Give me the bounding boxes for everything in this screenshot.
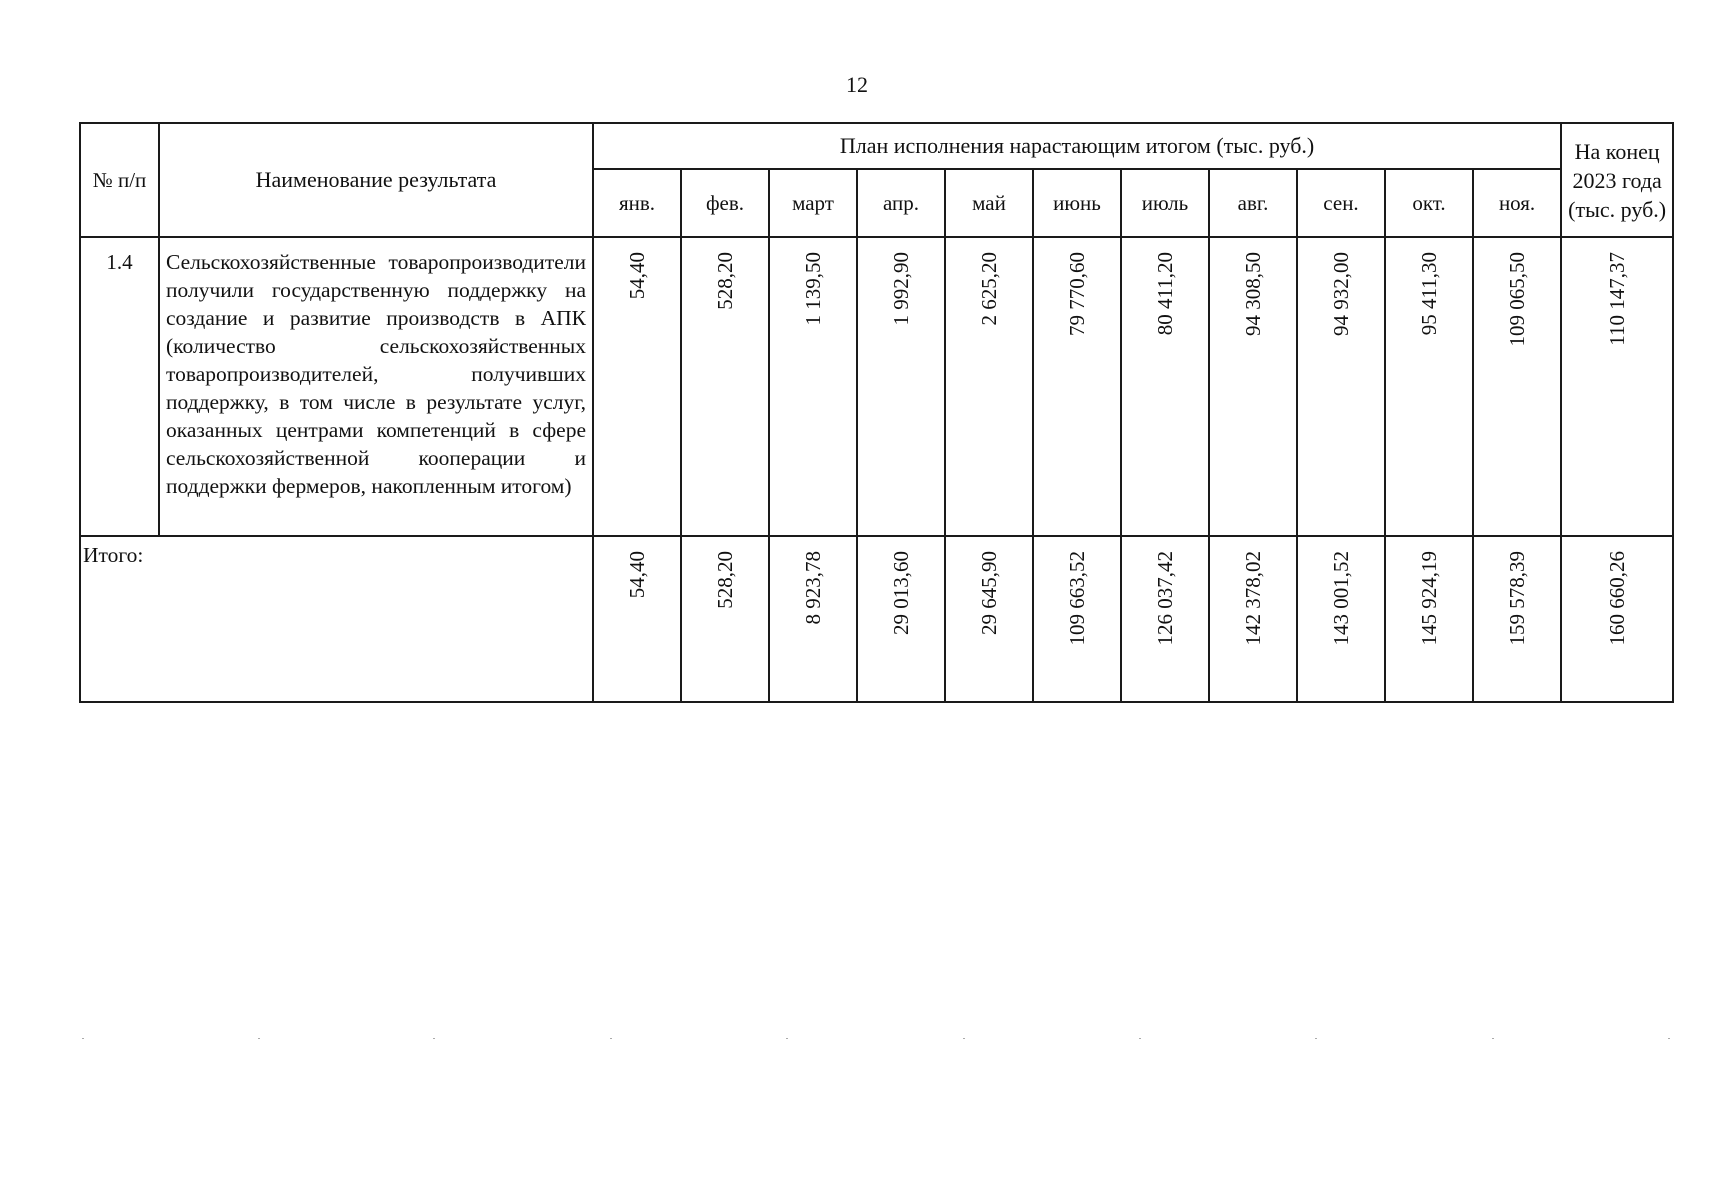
header-month: март [769, 169, 857, 237]
total-value-text: 109 663,52 [1064, 551, 1089, 646]
value-text: 79 770,60 [1064, 252, 1089, 336]
value-text: 54,40 [624, 252, 649, 300]
total-value-text: 29 645,90 [976, 551, 1001, 635]
total-value-cell [593, 536, 681, 702]
total-value-text: 528,20 [712, 551, 737, 609]
scan-speck [1139, 1038, 1141, 1039]
scan-speck [610, 1038, 612, 1039]
header-month: фев. [681, 169, 769, 237]
value-text: 80 411,20 [1152, 252, 1177, 336]
end-value-cell [1561, 237, 1673, 536]
end-value-text: 110 147,37 [1604, 252, 1629, 346]
plan-table [79, 122, 1674, 703]
header-month: ноя. [1473, 169, 1561, 237]
value-text: 1 139,50 [800, 252, 825, 326]
header-month: апр. [857, 169, 945, 237]
header-end-line3: (тыс. руб.) [1568, 196, 1667, 222]
value-text: 2 625,20 [976, 252, 1001, 326]
total-value-cell [681, 536, 769, 702]
scan-speck [1315, 1038, 1317, 1039]
header-month: окт. [1385, 169, 1473, 237]
result-name: Сельскохозяйственные товаропроизводители получили государственную поддержку на создание и развитие производств в АПК (количество сельскохозяйственных товаропроизводителей, получивших поддержку, в том числе в результате услуг, оказанных центрами компетенций в сфере сельскохозяйственной кооперации и поддержки фермеров, накопленным итогом) [159, 237, 593, 536]
scan-speck [1668, 1038, 1670, 1039]
header-month: июль [1121, 169, 1209, 237]
value-cell [593, 237, 681, 536]
scan-speck [1492, 1038, 1494, 1039]
header-end-line1: На конец [1574, 138, 1660, 164]
header-end-of-year [1561, 123, 1673, 237]
header-month: июнь [1033, 169, 1121, 237]
scan-speck [82, 1038, 84, 1039]
header-month: авг. [1209, 169, 1297, 237]
scan-speck [963, 1038, 965, 1039]
scan-speck [786, 1038, 788, 1039]
value-text: 95 411,30 [1416, 252, 1441, 336]
total-value-text: 159 578,39 [1504, 551, 1529, 646]
total-value-cell [1121, 536, 1209, 702]
total-value-cell [1033, 536, 1121, 702]
value-text: 94 932,00 [1328, 252, 1353, 336]
header-row-top [80, 123, 1673, 169]
total-value-text: 145 924,19 [1416, 551, 1441, 646]
header-name: Наименование результата [159, 123, 593, 237]
total-end-value-cell [1561, 536, 1673, 702]
total-value-cell [1297, 536, 1385, 702]
total-value-cell [945, 536, 1033, 702]
total-value-cell [1209, 536, 1297, 702]
total-value-cell [769, 536, 857, 702]
scan-speck [433, 1038, 435, 1039]
total-value-text: 143 001,52 [1328, 551, 1353, 646]
scan-speck [258, 1038, 260, 1039]
value-cell [1121, 237, 1209, 536]
value-cell [681, 237, 769, 536]
value-cell [769, 237, 857, 536]
header-plan: План исполнения нарастающим итогом (тыс. руб.) [593, 123, 1561, 169]
header-month: сен. [1297, 169, 1385, 237]
header-month: май [945, 169, 1033, 237]
header-end-line2: 2023 года [1572, 167, 1662, 193]
total-value-text: 54,40 [624, 551, 649, 599]
value-text: 1 992,90 [888, 252, 913, 326]
value-cell [945, 237, 1033, 536]
value-cell [1209, 237, 1297, 536]
value-cell [1297, 237, 1385, 536]
total-value-text: 142 378,02 [1240, 551, 1265, 646]
value-text: 528,20 [712, 252, 737, 310]
total-value-text: 126 037,42 [1152, 551, 1177, 646]
total-end-value-text: 160 660,26 [1604, 551, 1629, 646]
total-value-text: 8 923,78 [800, 551, 825, 625]
total-value-text: 29 013,60 [888, 551, 913, 635]
value-cell [1473, 237, 1561, 536]
table-row [80, 237, 1673, 536]
value-cell [857, 237, 945, 536]
header-month: янв. [593, 169, 681, 237]
total-row [80, 536, 1673, 702]
total-value-cell [1385, 536, 1473, 702]
row-number: 1.4 [80, 237, 159, 536]
total-value-cell [857, 536, 945, 702]
total-value-cell [1473, 536, 1561, 702]
value-text: 109 065,50 [1504, 252, 1529, 347]
value-text: 94 308,50 [1240, 252, 1265, 336]
header-num: № п/п [80, 123, 159, 237]
total-label: Итого: [80, 536, 593, 702]
value-cell [1385, 237, 1473, 536]
page-number: 12 [846, 72, 868, 97]
value-cell [1033, 237, 1121, 536]
